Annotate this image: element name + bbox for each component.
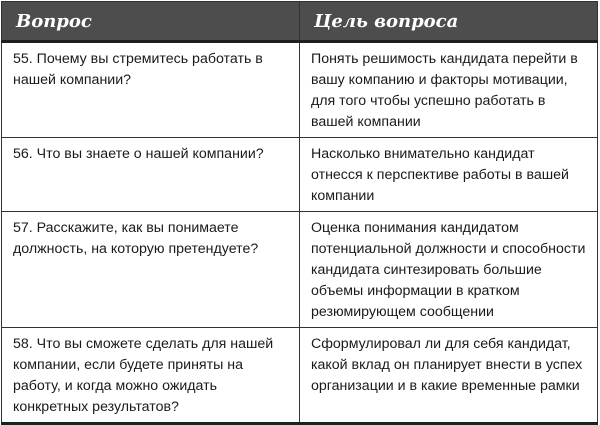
table-body [2, 42, 598, 424]
purpose-cell: Оценка понимания кандидатом потенциальной должности и способности кандидата синтезировать большие объемы информации в кратком резюмирующем сообщении [300, 212, 598, 328]
question-column-header: Вопрос [2, 2, 300, 42]
purpose-cell: Насколько внимательно кандидат отнесся к перспективе работы в вашей компании [300, 138, 598, 212]
table-row [2, 212, 598, 328]
question-cell: 58. Что вы сможете сделать для нашей компании, если будете приняты на работу, и когда можно ожидать конкретных результатов? [2, 328, 300, 424]
question-cell: 57. Расскажите, как вы понимаете должность, на которую претендуете? [2, 212, 300, 328]
purpose-cell: Сформулировал ли для себя кандидат, какой вклад он планирует внести в успех организации и в какие временные рамки [300, 328, 598, 424]
purpose-cell: Понять решимость кандидата перейти в вашу компанию и факторы мотивации, для того чтобы успешно работать в вашей компании [300, 42, 598, 138]
purpose-column-header: Цель вопроса [300, 2, 598, 42]
question-cell: 55. Почему вы стремитесь работать в нашей компании? [2, 42, 300, 138]
question-cell: 56. Что вы знаете о нашей компании? [2, 138, 300, 212]
interview-questions-table [1, 1, 598, 425]
table-row [2, 328, 598, 424]
header-row [2, 2, 598, 42]
table-row [2, 138, 598, 212]
table-row [2, 42, 598, 138]
table-header [2, 2, 598, 42]
